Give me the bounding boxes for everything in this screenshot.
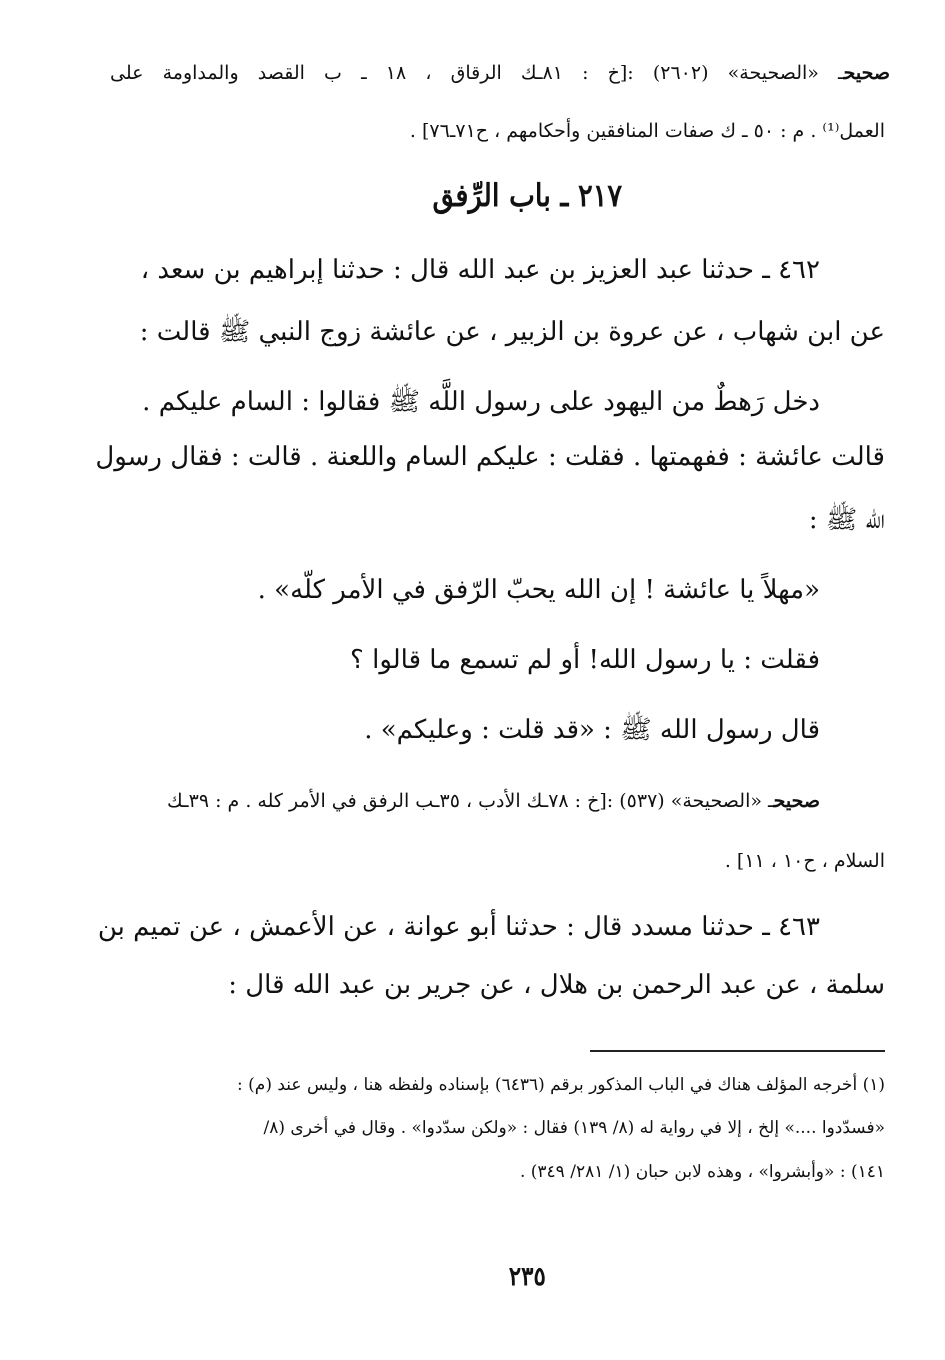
hadith-462-line-5: الله ﷺ : [808, 505, 885, 535]
hadith-462-line-3: دخل رَهطٌ من اليهود على رسول اللَّه ﷺ فقالوا : السام عليكم . [142, 387, 820, 417]
hadith-462-line-2: عن ابن شهاب ، عن عروة بن الزبير ، عن عائشة زوج النبي ﷺ قالت : [139, 317, 885, 347]
footnote-line-2: «فسدّدوا ....» إلخ ، إلا في رواية له (٨/ ١٣٩) فقال : «ولكن سدّدوا» . وقال في أخرى (٨/ [263, 1118, 885, 1138]
top-note-line-2: العمل⁽¹⁾ . م : ٥٠ ـ ك صفات المنافقين وأحكامهم ، ح٧١ـ٧٦] . [409, 120, 885, 142]
grading-462-line-2: السلام ، ح١٠ ، ١١] . [724, 850, 885, 872]
footnote-line-3: ١٤١) : «وأبشروا» ، وهذه لابن حبان (١/ ٢٨١/ ٣٤٩) . [519, 1162, 885, 1182]
hadith-462-quote: «مهلاً يا عائشة ! إن الله يحبّ الرّفق في الأمر كلّه» . [257, 575, 820, 605]
grading-label: صحيح [773, 790, 820, 812]
hadith-462-line-8: قال رسول الله ﷺ : «قد قلت : وعليكم» . [364, 715, 820, 745]
footnote-separator [590, 1050, 885, 1052]
chapter-title: ٢١٧ ـ باب الرِّفق [432, 178, 623, 214]
hadith-462-line-4: قالت عائشة : ففهمتها . فقلت : عليكم السام واللعنة . قالت : فقال رسول [95, 442, 885, 472]
hadith-463-line-1: ٤٦٣ ـ حدثنا مسدد قال : حدثنا أبو عوانة ، عن الأعمش ، عن تميم بن [97, 912, 820, 942]
top-note-line-1: صحيحـ «الصحيحة» (٢٦٠٢) :[خ : ٨١ـك الرقاق ، ١٨ ـ ب القصد والمداومة على [110, 62, 891, 84]
hadith-463-line-2: سلمة ، عن عبد الرحمن بن هلال ، عن جرير بن عبد الله قال : [228, 970, 885, 1000]
page-number: ٢٣٥ [508, 1262, 546, 1292]
grading-label: صحيح [843, 62, 891, 84]
hadith-462-line-1: ٤٦٢ ـ حدثنا عبد العزيز بن عبد الله قال : حدثنا إبراهيم بن سعد ، [140, 255, 820, 285]
hadith-462-line-7: فقلت : يا رسول الله! أو لم تسمع ما قالوا ؟ [350, 645, 820, 675]
footnote-line-1: (١) أخرجه المؤلف هناك في الباب المذكور برقم (٦٤٣٦) بإسناده ولفظه هنا ، وليس عند (م) : [237, 1075, 885, 1095]
grading-462-line-1: صحيحـ «الصحيحة» (٥٣٧) :[خ : ٧٨ـك الأدب ، ٣٥ـب الرفق في الأمر كله . م : ٣٩ـك [167, 790, 820, 812]
